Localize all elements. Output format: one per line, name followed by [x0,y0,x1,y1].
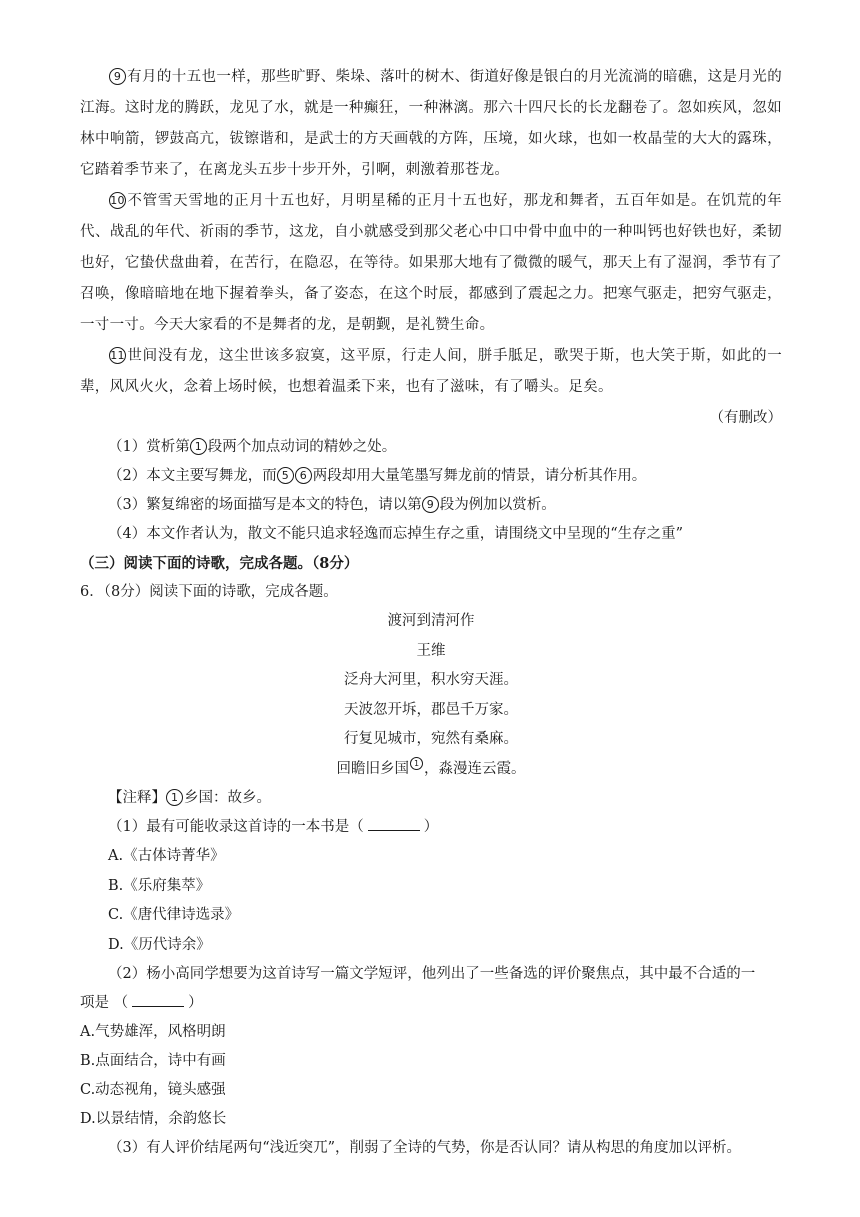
poem-line: 行复见城市，宛然有桑麻。 [344,731,518,747]
option-b: B.《乐府集萃》 [108,877,211,894]
question-3 [80,491,782,520]
paragraph-ref-badge: 6 [295,467,312,484]
footnote-number: 1 [166,789,183,806]
question-text: 段两个加点动词的精妙之处。 [207,439,397,455]
question-text: 两段却用大量笔墨写舞龙前的情景，请分析其作用。 [312,468,647,484]
poem-question-3: （3）有人评价结尾两句“浅近突兀”，削弱了全诗的气势，你是否认同？请从构思的角度加以评析。 [108,1140,742,1156]
paragraph-text: 有月的十五也一样，那些旷野、柴垛、落叶的树木、街道好像是银白的月光流淌的暗礁，这是月光的江海。这时龙的腾跃，龙见了水，就是一种癫狂，一种淋漓。那六十四尺长的长龙翻卷了。忽如疾风，忽如林中响箭，锣鼓高亢，钹镲谐和，是武士的方天画戟的方阵，压境，如火球，也如一枚晶莹的大大的露珠，它踏着季节来了，在离龙头五步十步开外，引啊，刺激着那苍龙。 [80,69,782,178]
option-b: B.点面结合，诗中有画 [80,1053,226,1069]
poem-line [80,755,782,785]
poem-line-text: 回瞻旧乡国 [336,760,409,777]
paragraph-9 [80,62,782,186]
answer-blank[interactable] [132,992,184,1007]
question-text: （1）赏析第 [108,439,190,455]
question-text: ） [423,819,439,835]
paragraph-text: 世间没有龙，这尘世该多寂寞，这平原，行走人间，胼手胝足，歌哭于斯，也大笑于斯，如此的一辈，风风火火，念着上场时候，也想着温柔下来，也有了滋味，有了嚼头。足矣。 [80,348,782,395]
poem-author: 王维 [416,642,446,659]
option-d: D.以景结情，余韵悠长 [80,1111,227,1127]
poem-question-2-cont [80,989,782,1018]
option-c: C.《唐代律诗选录》 [108,907,240,923]
question-1 [80,433,782,462]
source-note: （有删改） [709,410,782,426]
question-4: （4）本文作者认为，散文不能只追求轻逸而忘掉生存之重，请围绕文中呈现的“生存之重” [108,526,684,542]
poem-title: 渡河到清河作 [387,613,475,629]
document-page [80,62,782,1163]
option-a: A.《古体诗菁华》 [108,848,225,864]
paragraph-11 [80,341,782,403]
footnote-marker: 1 [410,757,423,770]
poem-line: 泛舟大河里，积水穷天涯。 [344,672,518,688]
poem-question-2: （2）杨小高同学想要为这首诗写一篇文学短评，他列出了一些备选的评价聚焦点，其中最不合适的一 [108,966,756,982]
paragraph-ref-badge: 1 [190,438,207,455]
paragraph-10 [80,186,782,341]
answer-blank[interactable] [368,816,420,831]
annotation-text: 乡国：故乡。 [184,790,271,806]
poem-line: 天波忽开坼，郡邑千万家。 [344,701,518,718]
item-intro: 6．（8分）阅读下面的诗歌，完成各题。 [80,584,338,600]
annotation [80,784,782,813]
option-c: C.动态视角，镜头感强 [80,1082,226,1098]
paragraph-ref-badge: 9 [422,496,439,513]
question-text: （1）最有可能收录这首诗的一本书是（ [108,819,364,835]
poem-question-1 [80,813,782,842]
section-heading: （三）阅读下面的诗歌，完成各题。（8分） [80,555,359,572]
paragraph-ref-badge: 5 [277,467,294,484]
poem-line-text: ，淼漫连云霞。 [424,760,526,777]
question-2 [80,462,782,491]
option-d: D.《历代诗余》 [108,936,211,953]
question-text: （2）本文主要写舞龙，而 [108,468,277,484]
paragraph-number-badge: 10 [110,194,125,207]
question-text: ） [188,995,203,1011]
question-text: （3）繁复绵密的场面描写是本文的特色，请以第 [108,497,422,513]
option-a: A.气势雄浑，风格明朗 [80,1024,226,1040]
question-text: 段为例加以赏析。 [439,497,556,513]
paragraph-text: 不管雪天雪地的正月十五也好，月明星稀的正月十五也好，那龙和舞者，五百年如是。在饥荒的年代、战乱的年代、祈雨的季节，这龙，自小就感受到那父老心中口中骨中血中的一种叫钙也好铁也好，柔韧也好，它蛰伏盘曲着，在苦行，在隐忍，在等待。如果那大地有了微微的暖气，那天上有了湿润，季节有了召唤，像暗暗地在地下握着拳头，备了姿态，在这个时辰，都感到了震起之力。把寒气驱走，把穷气驱走，一寸一寸。今天大家看的不是舞者的龙，是朝觐，是礼赞生命。 [80,193,782,333]
annotation-label: 【注释】 [108,790,166,806]
paragraph-number-badge: 9 [109,68,126,85]
question-text: 项是 （ [80,995,129,1011]
paragraph-number-badge: 11 [110,349,125,362]
